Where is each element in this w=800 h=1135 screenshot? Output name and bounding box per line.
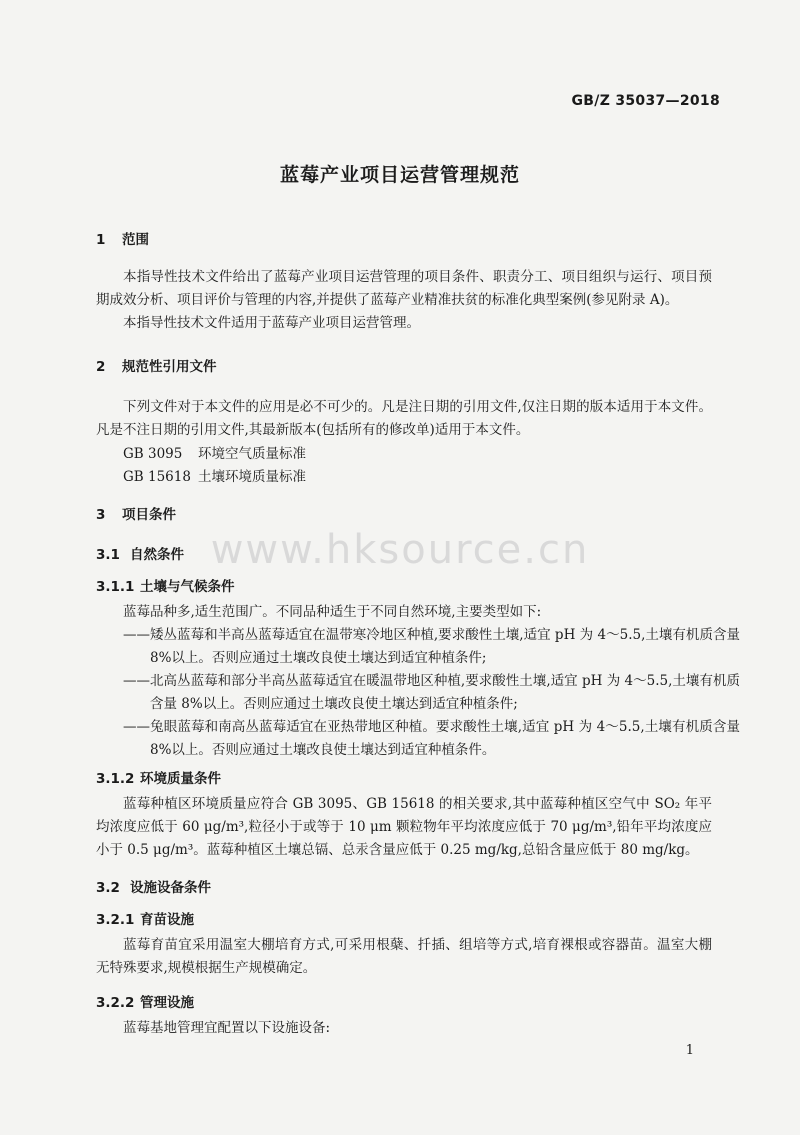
section-3-1-2-heading: 3.1.2 环境质量条件 — [96, 771, 221, 787]
list-item: ——兔眼蓝莓和南高丛蓝莓适宜在亚热带地区种植。要求酸性土壤,适宜 pH 为 4～5.5,土壤有机质含量 8%以上。否则应通过土壤改良使土壤达到适宜种植条件。 — [123, 719, 740, 758]
section-2-paragraph-1: 下列文件对于本文件的应用是必不可少的。凡是注日期的引用文件,仅注日期的版本适用于本文件。凡是不注日期的引用文件,其最新版本(包括所有的修改单)适用于本文件。 — [96, 399, 712, 438]
section-3-heading: 3 项目条件 — [96, 507, 176, 523]
section-3-1-1-intro: 蓝莓品种多,适生范围广。不同品种适生于不同自然环境,主要类型如下: — [123, 604, 542, 620]
standard-code: GB/Z 35037—2018 — [571, 93, 720, 109]
normative-reference-2: GB 15618 土壤环境质量标准 — [123, 469, 306, 485]
normative-reference-1: GB 3095 环境空气质量标准 — [123, 446, 306, 462]
watermark: www.hksource.cn — [210, 527, 590, 573]
section-3-1-1-heading: 3.1.1 土壤与气候条件 — [96, 579, 235, 595]
section-3-2-1-paragraph: 蓝莓育苗宜采用温室大棚培育方式,可采用根蘖、扦插、组培等方式,培育裸根或容器苗。温室大棚无特殊要求,规模根据生产规模确定。 — [96, 937, 712, 976]
document-title: 蓝莓产业项目运营管理规范 — [279, 164, 520, 186]
section-2-heading: 2 规范性引用文件 — [96, 359, 217, 375]
section-3-2-2-heading: 3.2.2 管理设施 — [96, 995, 194, 1011]
section-3-2-heading: 3.2 设施设备条件 — [96, 880, 211, 896]
list-item: ——矮丛蓝莓和半高丛蓝莓适宜在温带寒冷地区种植,要求酸性土壤,适宜 pH 为 4～5.5,土壤有机质含量 8%以上。否则应通过土壤改良使土壤达到适宜种植条件; — [123, 627, 740, 666]
section-3-2-1-heading: 3.2.1 育苗设施 — [96, 912, 194, 928]
section-1-paragraph-1: 本指导性技术文件给出了蓝莓产业项目运营管理的项目条件、职责分工、项目组织与运行、项目预期成效分析、项目评价与管理的内容,并提供了蓝莓产业精准扶贫的标准化典型案例(参见附录 A)。 — [96, 269, 712, 308]
page-number: 1 — [685, 1043, 694, 1058]
section-1-paragraph-2: 本指导性技术文件适用于蓝莓产业项目运营管理。 — [123, 315, 420, 331]
list-item: ——北高丛蓝莓和部分半高丛蓝莓适宜在暖温带地区种植,要求酸性土壤,适宜 pH 为 4～5.5,土壤有机质含量 8%以上。否则应通过土壤改良使土壤达到适宜种植条件; — [123, 673, 740, 712]
section-3-1-2-paragraph: 蓝莓种植区环境质量应符合 GB 3095、GB 15618 的相关要求,其中蓝莓种植区空气中 SO₂ 年平均浓度应低于 60 μg/m³,粒径小于或等于 10 μm 颗粒物年平均浓度应低于 70 μg/m³,铅年平均浓度应小于 0.5 μg/m³。蓝莓种植区土壤总镉、总汞含量应低于 0.25 mg/kg,总铅含量应低于 80 mg/kg。 — [96, 796, 712, 858]
section-3-2-2-paragraph: 蓝莓基地管理宜配置以下设施设备: — [123, 1020, 331, 1036]
section-1-heading: 1 范围 — [96, 232, 149, 248]
section-3-1-heading: 3.1 自然条件 — [96, 547, 184, 563]
